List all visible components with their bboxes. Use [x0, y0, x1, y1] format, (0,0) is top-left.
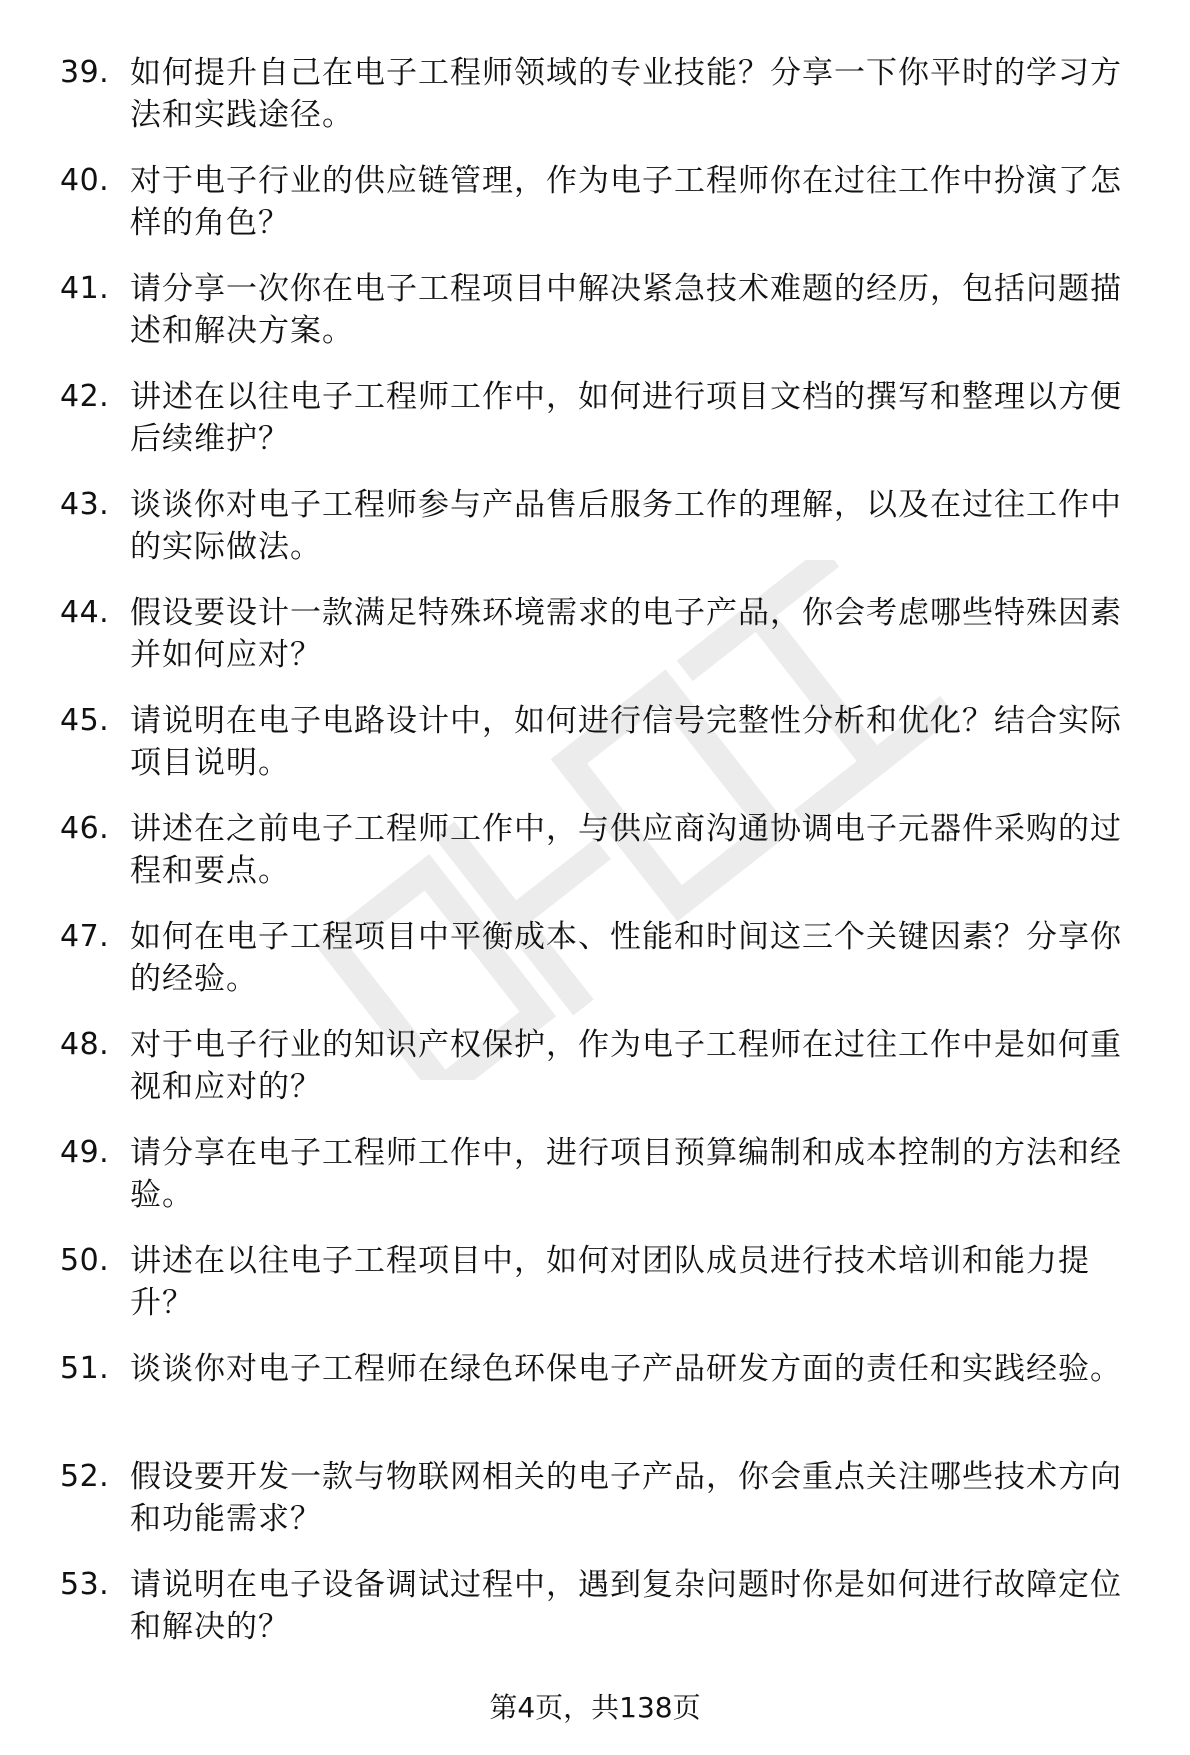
question-text: 讲述在以往电子工程师工作中，如何进行项目文档的撰写和整理以方便后续维护？ [130, 379, 1122, 457]
list-item [60, 1024, 1150, 1132]
question-text: 假设要设计一款满足特殊环境需求的电子产品，你会考虑哪些特殊因素并如何应对？ [130, 595, 1122, 673]
question-text: 假设要开发一款与物联网相关的电子产品，你会重点关注哪些技术方向和功能需求？ [130, 1459, 1122, 1537]
question-text: 请分享在电子工程师工作中，进行项目预算编制和成本控制的方法和经验。 [130, 1135, 1122, 1213]
question-text: 讲述在以往电子工程项目中，如何对团队成员进行技术培训和能力提升？ [130, 1243, 1090, 1321]
question-number: 41. [60, 271, 110, 306]
list-item [60, 268, 1150, 376]
question-text: 对于电子行业的供应链管理，作为电子工程师你在过往工作中扮演了怎样的角色？ [130, 163, 1122, 241]
question-number: 49. [60, 1135, 110, 1170]
list-item [60, 700, 1150, 808]
question-number: 46. [60, 811, 110, 846]
list-item [60, 1240, 1150, 1348]
list-item [60, 1564, 1150, 1672]
question-number: 52. [60, 1459, 110, 1494]
question-number: 53. [60, 1567, 110, 1602]
question-number: 48. [60, 1027, 110, 1062]
list-item [60, 484, 1150, 592]
question-text: 讲述在之前电子工程师工作中，与供应商沟通协调电子元器件采购的过程和要点。 [130, 811, 1122, 889]
question-text: 请说明在电子设备调试过程中，遇到复杂问题时你是如何进行故障定位和解决的？ [130, 1567, 1122, 1645]
list-item [60, 376, 1150, 484]
list-item [60, 592, 1150, 700]
question-text: 请说明在电子电路设计中，如何进行信号完整性分析和优化？结合实际项目说明。 [130, 703, 1122, 781]
question-number: 42. [60, 379, 110, 414]
list-item [60, 52, 1150, 160]
question-text: 谈谈你对电子工程师在绿色环保电子产品研发方面的责任和实践经验。 [130, 1351, 1122, 1387]
list-item [60, 808, 1150, 916]
list-item [60, 1348, 1150, 1456]
question-number: 47. [60, 919, 110, 954]
page-footer: 第4页，共138页 [489, 1691, 701, 1724]
question-text: 如何提升自己在电子工程师领域的专业技能？分享一下你平时的学习方法和实践途径。 [130, 55, 1122, 133]
question-text: 请分享一次你在电子工程项目中解决紧急技术难题的经历，包括问题描述和解决方案。 [130, 271, 1122, 349]
question-text: 谈谈你对电子工程师参与产品售后服务工作的理解，以及在过往工作中的实际做法。 [130, 487, 1122, 565]
question-text: 如何在电子工程项目中平衡成本、性能和时间这三个关键因素？分享你的经验。 [130, 919, 1122, 997]
question-number: 43. [60, 487, 110, 522]
question-number: 44. [60, 595, 110, 630]
question-number: 51. [60, 1351, 110, 1386]
list-item [60, 916, 1150, 1024]
question-text: 对于电子行业的知识产权保护，作为电子工程师在过往工作中是如何重视和应对的？ [130, 1027, 1122, 1105]
question-number: 39. [60, 55, 110, 90]
question-list [60, 52, 1150, 1672]
question-number: 50. [60, 1243, 110, 1278]
list-item [60, 160, 1150, 268]
list-item [60, 1132, 1150, 1240]
question-number: 45. [60, 703, 110, 738]
question-number: 40. [60, 163, 110, 198]
list-item [60, 1456, 1150, 1564]
